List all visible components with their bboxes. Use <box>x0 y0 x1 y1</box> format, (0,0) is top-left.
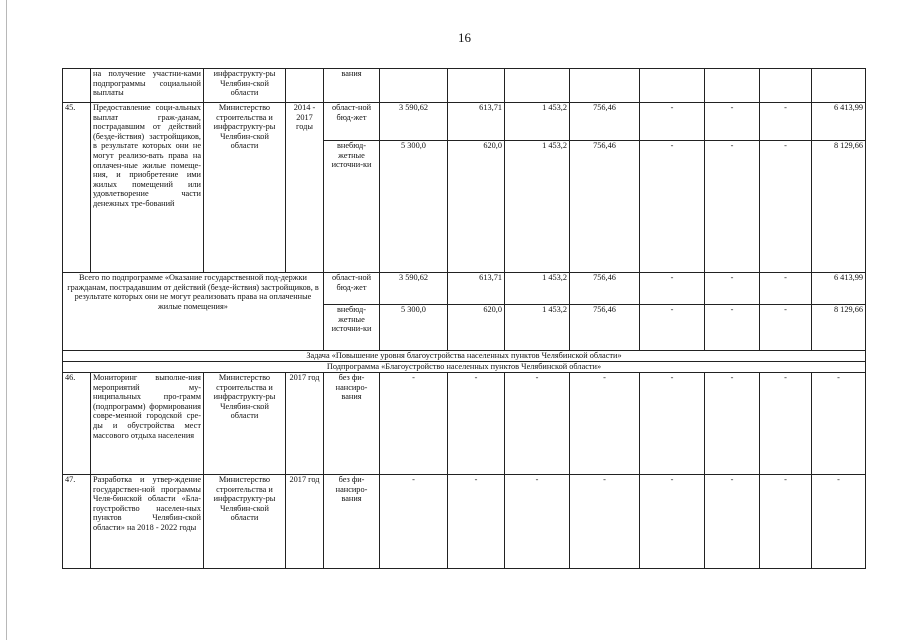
executor-cell: Министерство строительства и инфраструкту-ры Челябин-ской области <box>204 103 286 273</box>
value-cell: - <box>760 141 812 273</box>
value-cell: - <box>760 273 812 305</box>
task-heading: Задача «Повышение уровня благоустройства населенных пунктов Челябинской области» <box>63 351 866 362</box>
table-row-subprogram-heading <box>63 362 866 373</box>
value-cell: - <box>760 305 812 351</box>
value-cell: - <box>640 305 705 351</box>
value-cell: - <box>448 373 505 475</box>
value-cell: - <box>570 373 640 475</box>
measure-cell: на получение участни-ками подпрограммы социальной выплаты <box>91 69 204 103</box>
value-cell: 5 300,0 <box>380 141 448 273</box>
value-cell: 756,46 <box>570 141 640 273</box>
value-cell: - <box>380 373 448 475</box>
table-row-45 <box>63 103 866 141</box>
value-cell: 1 453,2 <box>505 305 570 351</box>
row-number: 47. <box>63 475 91 569</box>
value-cell: - <box>705 273 760 305</box>
value-cell: - <box>640 141 705 273</box>
program-table <box>62 68 866 569</box>
value-cell: 5 300,0 <box>380 305 448 351</box>
table-row-46 <box>63 373 866 475</box>
row-number: 46. <box>63 373 91 475</box>
value-cell: - <box>505 475 570 569</box>
value-cell: 756,46 <box>570 305 640 351</box>
value-cell: - <box>380 475 448 569</box>
value-cell: - <box>705 373 760 475</box>
value-cell: 1 453,2 <box>505 141 570 273</box>
value-cell: - <box>705 475 760 569</box>
subprogram-heading: Подпрограмма «Благоустройство населенных пунктов Челябинской области» <box>63 362 866 373</box>
source-cell: без фи-нансиро-вания <box>324 475 380 569</box>
value-cell: - <box>705 103 760 141</box>
value-cell: - <box>640 273 705 305</box>
source-cell: област-ной бюд-жет <box>324 103 380 141</box>
period-cell: 2017 год <box>286 475 324 569</box>
value-cell: - <box>760 373 812 475</box>
value-cell: - <box>640 373 705 475</box>
table-row-task-heading <box>63 351 866 362</box>
period-cell: 2014 - 2017 годы <box>286 103 324 273</box>
page-number: 16 <box>458 30 471 45</box>
value-cell: 613,71 <box>448 103 505 141</box>
scan-edge-line <box>6 0 7 640</box>
value-cell: - <box>570 475 640 569</box>
value-cell: - <box>760 103 812 141</box>
executor-cell: инфраструкту-ры Челябин-ской области <box>204 69 286 103</box>
measure-cell: Предоставление соци-альных выплат граж-данам, пострадавшим от действий (безде-йствия) застройщиков, в результате которых они не могут реализо-вать права на оплачен-ные жилые помеще-ния, и приобретение ими жилых помещений или удовлетворение части денежных тре-бований <box>91 103 204 273</box>
value-cell: 620,0 <box>448 141 505 273</box>
source-cell: вания <box>324 69 380 103</box>
value-cell: - <box>705 305 760 351</box>
value-cell: 756,46 <box>570 103 640 141</box>
value-cell: - <box>640 475 705 569</box>
total-label: Всего по подпрограмме «Оказание государственной под-держки гражданам, пострадавшим от действий (безде-йствия) застройщиков, в результате которых они не могут реализовать права на оплаченные жилые помещения» <box>63 273 324 351</box>
value-cell: - <box>760 475 812 569</box>
executor-cell: Министерство строительства и инфраструкту-ры Челябин-ской области <box>204 373 286 475</box>
value-cell: 8 129,66 <box>812 141 866 273</box>
value-cell: 8 129,66 <box>812 305 866 351</box>
value-cell: - <box>505 373 570 475</box>
value-cell: 3 590,62 <box>380 273 448 305</box>
table-row-total <box>63 273 866 305</box>
value-cell: 3 590,62 <box>380 103 448 141</box>
value-cell: - <box>448 475 505 569</box>
measure-cell: Разработка и утвер-ждение государствен-ной программы Челя-бинской области «Бла-гоустройство населен-ных пунктов Челябин-ской области» на 2018 - 2022 годы <box>91 475 204 569</box>
table-row-47 <box>63 475 866 569</box>
value-cell: - <box>812 373 866 475</box>
value-cell: 1 453,2 <box>505 273 570 305</box>
source-cell: без фи-нансиро-вания <box>324 373 380 475</box>
period-cell: 2017 год <box>286 373 324 475</box>
value-cell: 620,0 <box>448 305 505 351</box>
source-cell: внебюд-жетные источни-ки <box>324 141 380 273</box>
table-row-continuation <box>63 69 866 103</box>
value-cell: 6 413,99 <box>812 103 866 141</box>
value-cell: 613,71 <box>448 273 505 305</box>
source-cell: област-ной бюд-жет <box>324 273 380 305</box>
source-cell: внебюд-жетные источни-ки <box>324 305 380 351</box>
value-cell: 1 453,2 <box>505 103 570 141</box>
value-cell: - <box>640 103 705 141</box>
row-number: 45. <box>63 103 91 273</box>
value-cell: 6 413,99 <box>812 273 866 305</box>
measure-cell: Мониторинг выполне-ния мероприятий му-ниципальных про-грамм (подпрограмм) формирования совре-менной городской сре-ды и обустройства мест массового отдыха населения <box>91 373 204 475</box>
value-cell: 756,46 <box>570 273 640 305</box>
value-cell: - <box>812 475 866 569</box>
executor-cell: Министерство строительства и инфраструкту-ры Челябин-ской области <box>204 475 286 569</box>
value-cell: - <box>705 141 760 273</box>
